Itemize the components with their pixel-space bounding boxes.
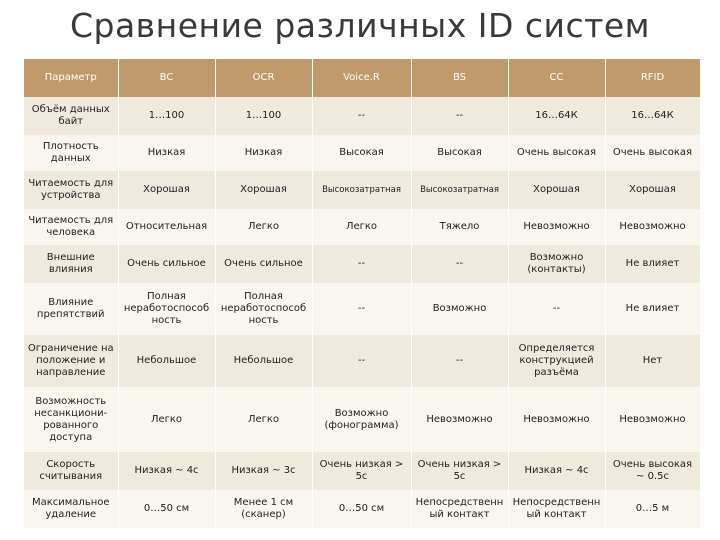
- table-cell: Очень низкая > 5с: [411, 452, 508, 490]
- table-cell: Небольшое: [215, 335, 312, 387]
- header-cell-bc: BC: [118, 59, 215, 97]
- table-cell: Легко: [215, 209, 312, 245]
- row-parameter-label: Влияние препятствий: [24, 283, 118, 335]
- table-cell: Не влияет: [605, 245, 700, 283]
- header-cell-rfid: RFID: [605, 59, 700, 97]
- table-cell: Высокая: [411, 135, 508, 171]
- table-row: [24, 171, 700, 209]
- header-cell-voice: Voice.R: [312, 59, 411, 97]
- table-cell: Определяется конструкцией разъёма: [508, 335, 605, 387]
- table-cell: Менее 1 см (сканер): [215, 490, 312, 528]
- table-cell: --: [312, 335, 411, 387]
- table-cell: Относительная: [118, 209, 215, 245]
- table-cell: Низкая ~ 3с: [215, 452, 312, 490]
- table-cell: Очень высокая: [605, 135, 700, 171]
- table-cell: Хорошая: [605, 171, 700, 209]
- row-parameter-label: Скорость считывания: [24, 452, 118, 490]
- table-row: [24, 452, 700, 490]
- row-parameter-label: Возможность несанкциони-рованного доступа: [24, 387, 118, 452]
- header-cell-cc: CC: [508, 59, 605, 97]
- table-cell: Возможно (фонограмма): [312, 387, 411, 452]
- table-cell: Небольшое: [118, 335, 215, 387]
- table-row: [24, 135, 700, 171]
- table-cell: Невозможно: [605, 209, 700, 245]
- comparison-table: [24, 59, 701, 528]
- table-cell: Очень сильное: [215, 245, 312, 283]
- table-header: [24, 59, 700, 97]
- table-cell: Легко: [215, 387, 312, 452]
- table-row: [24, 209, 700, 245]
- table-cell: 1…100: [215, 97, 312, 135]
- table-row: [24, 387, 700, 452]
- table-cell: --: [312, 283, 411, 335]
- table-cell: --: [312, 97, 411, 135]
- table-cell: --: [508, 283, 605, 335]
- table-cell: Невозможно: [411, 387, 508, 452]
- table-cell: Хорошая: [508, 171, 605, 209]
- table-cell: Очень низкая > 5с: [312, 452, 411, 490]
- table-cell: 16…64К: [508, 97, 605, 135]
- table-cell: Легко: [118, 387, 215, 452]
- row-parameter-label: Ограничение на положение и направление: [24, 335, 118, 387]
- table-cell: Возможно: [411, 283, 508, 335]
- header-cell-ocr: OCR: [215, 59, 312, 97]
- table-cell: Возможно (контакты): [508, 245, 605, 283]
- table-cell: Непосредственн ый контакт: [411, 490, 508, 528]
- row-parameter-label: Объём данных байт: [24, 97, 118, 135]
- table-body: [24, 97, 700, 528]
- table-cell: Полная неработоспособ ность: [118, 283, 215, 335]
- table-cell: 0…5 м: [605, 490, 700, 528]
- header-cell-parameter: Параметр: [24, 59, 118, 97]
- table-cell: Высокая: [312, 135, 411, 171]
- table-cell: Очень сильное: [118, 245, 215, 283]
- comparison-table-container: [24, 59, 700, 528]
- table-cell: Высокозатратная: [411, 171, 508, 209]
- table-cell: 0…50 см: [118, 490, 215, 528]
- table-row: [24, 245, 700, 283]
- table-cell: Полная неработоспособ ность: [215, 283, 312, 335]
- row-parameter-label: Читаемость для устройства: [24, 171, 118, 209]
- table-cell: Очень высокая ~ 0.5с: [605, 452, 700, 490]
- table-cell: --: [312, 245, 411, 283]
- table-cell: Невозможно: [508, 209, 605, 245]
- table-cell: 1…100: [118, 97, 215, 135]
- table-cell: --: [411, 245, 508, 283]
- header-cell-bs: BS: [411, 59, 508, 97]
- table-cell: Хорошая: [118, 171, 215, 209]
- table-cell: 16…64К: [605, 97, 700, 135]
- table-cell: Очень высокая: [508, 135, 605, 171]
- table-cell: Не влияет: [605, 283, 700, 335]
- table-cell: 0…50 см: [312, 490, 411, 528]
- row-parameter-label: Внешние влияния: [24, 245, 118, 283]
- table-cell: Легко: [312, 209, 411, 245]
- table-cell: Низкая: [118, 135, 215, 171]
- table-cell: --: [411, 335, 508, 387]
- table-row: [24, 283, 700, 335]
- row-parameter-label: Плотность данных: [24, 135, 118, 171]
- table-cell: Непосредственн ый контакт: [508, 490, 605, 528]
- table-cell: Низкая ~ 4с: [508, 452, 605, 490]
- table-cell: --: [411, 97, 508, 135]
- table-cell: Невозможно: [508, 387, 605, 452]
- table-cell: Низкая: [215, 135, 312, 171]
- table-row: [24, 335, 700, 387]
- row-parameter-label: Максимальное удаление: [24, 490, 118, 528]
- table-cell: Высокозатратная: [312, 171, 411, 209]
- page-title: Сравнение различных ID систем: [69, 6, 651, 45]
- table-cell: Нет: [605, 335, 700, 387]
- table-cell: Низкая ~ 4с: [118, 452, 215, 490]
- table-cell: Невозможно: [605, 387, 700, 452]
- table-cell: Тяжело: [411, 209, 508, 245]
- row-parameter-label: Читаемость для человека: [24, 209, 118, 245]
- header-row: [24, 59, 700, 97]
- table-row: [24, 97, 700, 135]
- table-row: [24, 490, 700, 528]
- table-cell: Хорошая: [215, 171, 312, 209]
